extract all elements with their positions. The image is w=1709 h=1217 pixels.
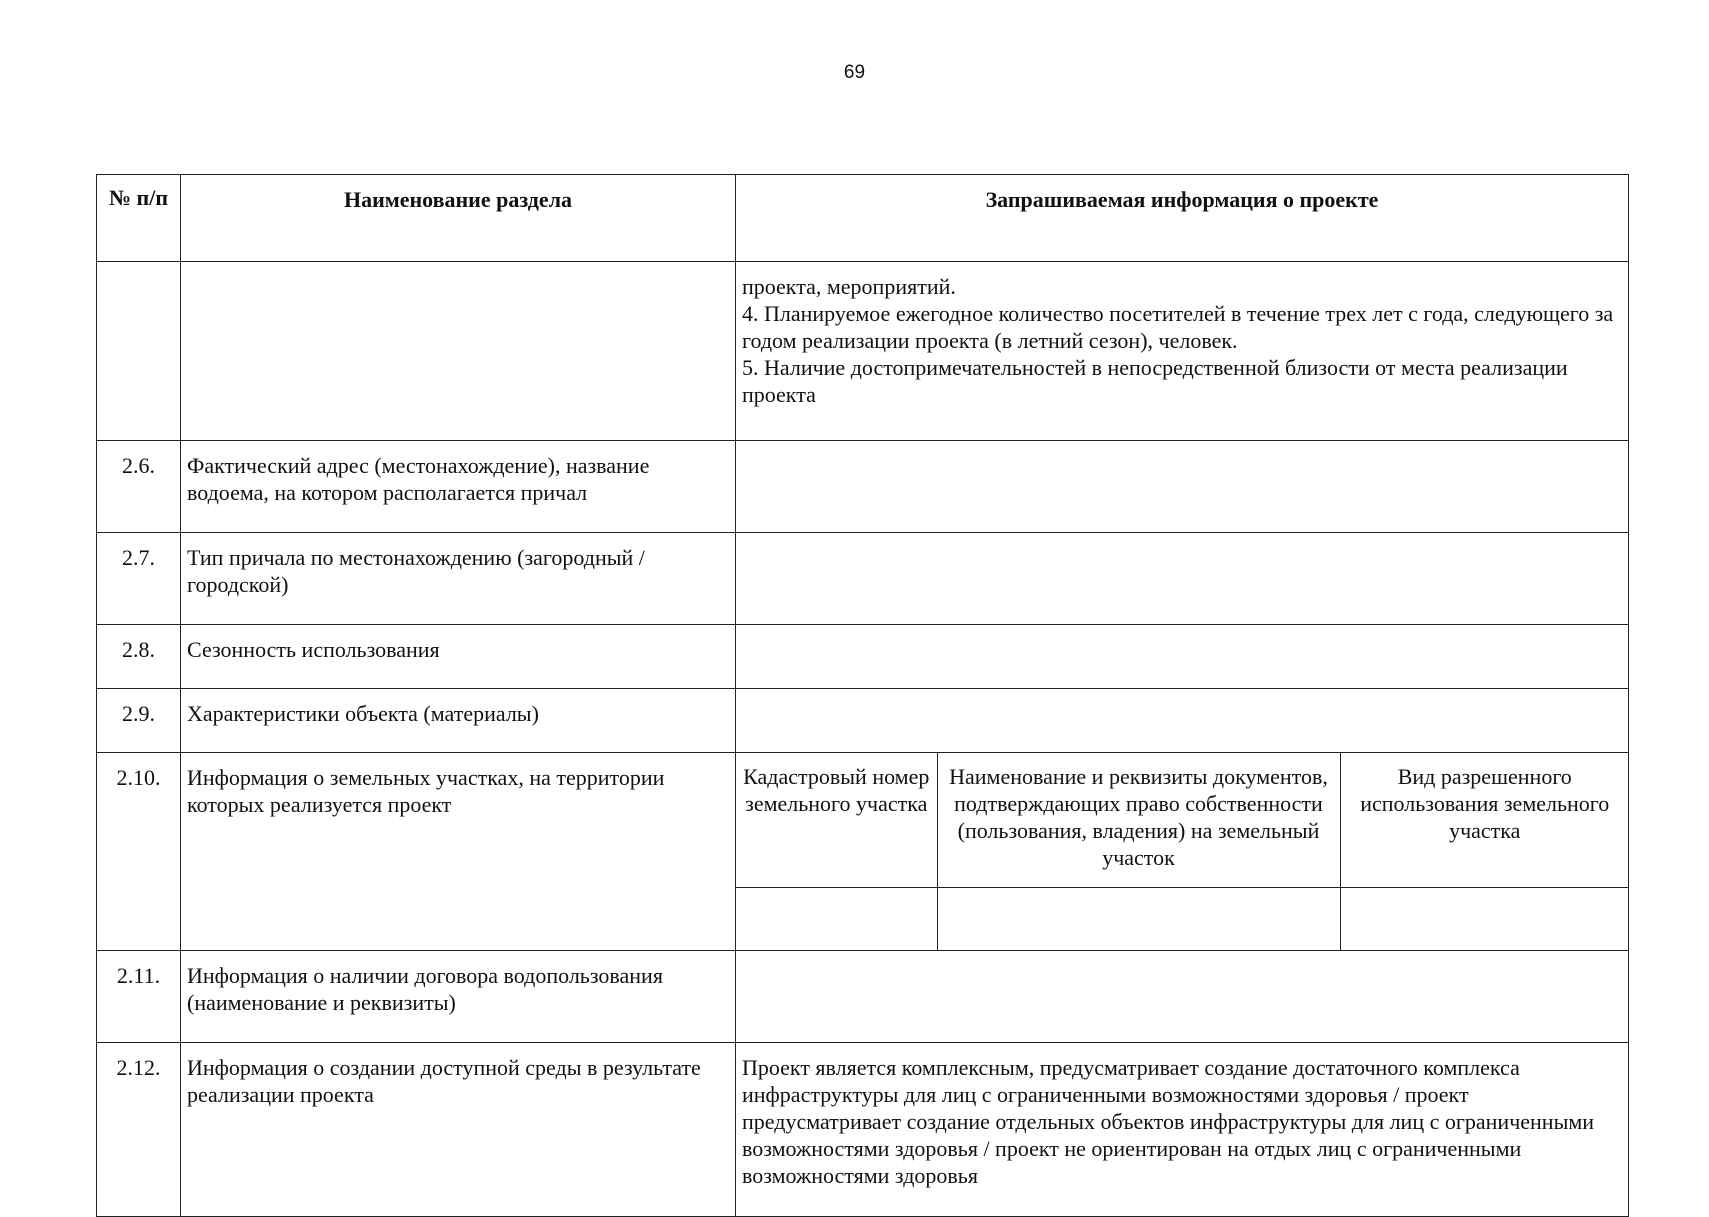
- cell-info: [736, 533, 1629, 625]
- table-row: [97, 1043, 1629, 1217]
- continuation-line: 5. Наличие достопримечательностей в непосредственной близости от места реализации проекта: [742, 355, 1568, 407]
- cell-number: 2.10.: [97, 753, 181, 951]
- cell-number: 2.8.: [97, 625, 181, 689]
- subheader-ownership-documents: Наименование и реквизиты документов, подтверждающих право собственности (пользования, владения) на земельный участок: [937, 753, 1340, 888]
- cell-number: 2.7.: [97, 533, 181, 625]
- cell-section: Фактический адрес (местонахождение), название водоема, на котором располагается причал: [181, 441, 736, 533]
- header-requested-info: Запрашиваемая информация о проекте: [736, 175, 1629, 262]
- land-empty-row: [736, 888, 1629, 951]
- cell-section: Тип причала по местонахождению (загородный / городской): [181, 533, 736, 625]
- subheader-cadastral-number: Кадастровый номер земельного участка: [736, 753, 937, 888]
- cell-number: 2.11.: [97, 951, 181, 1043]
- table-row: [97, 689, 1629, 753]
- land-plots-subtable: [736, 753, 1629, 950]
- cell-info: [736, 951, 1629, 1043]
- cell-info: [736, 625, 1629, 689]
- cell-ownership-documents: [937, 888, 1340, 951]
- cell-info: [736, 689, 1629, 753]
- cell-section: Сезонность использования: [181, 625, 736, 689]
- cell-info: [736, 262, 1629, 441]
- cell-cadastral-number: [736, 888, 937, 951]
- header-section-name: Наименование раздела: [181, 175, 736, 262]
- cell-number: 2.9.: [97, 689, 181, 753]
- cell-section: [181, 262, 736, 441]
- table-row: [97, 441, 1629, 533]
- table-header-row: [97, 175, 1629, 262]
- cell-land-info: [736, 753, 1629, 951]
- cell-number: [97, 262, 181, 441]
- page-number: 69: [843, 62, 866, 83]
- cell-section: Информация о создании доступной среды в результате реализации проекта: [181, 1043, 736, 1217]
- table-row: [97, 951, 1629, 1043]
- cell-section: Информация о наличии договора водопользования (наименование и реквизиты): [181, 951, 736, 1043]
- continuation-line: проекта, мероприятий.: [742, 274, 956, 299]
- table-row-continuation: [97, 262, 1629, 441]
- table-row-land-plots: [97, 753, 1629, 951]
- table-row: [97, 533, 1629, 625]
- cell-info: [736, 441, 1629, 533]
- subheader-permitted-use: Вид разрешенного использования земельного участка: [1340, 753, 1629, 888]
- header-number: № п/п: [97, 175, 181, 262]
- project-info-table: [96, 174, 1629, 1217]
- cell-number: 2.12.: [97, 1043, 181, 1217]
- table-row: [97, 625, 1629, 689]
- cell-section: Характеристики объекта (материалы): [181, 689, 736, 753]
- cell-section: Информация о земельных участках, на территории которых реализуется проект: [181, 753, 736, 951]
- cell-number: 2.6.: [97, 441, 181, 533]
- cell-info: Проект является комплексным, предусматривает создание достаточного комплекса инфраструктуры для лиц с ограниченными возможностями здоровья / проект предусматривает создание отдельных объектов инфраструктуры для лиц с ограниченными возможностями здоровья / проект не ориентирован на отдых лиц с ограниченными возможностями здоровья: [736, 1043, 1629, 1217]
- cell-permitted-use: [1340, 888, 1629, 951]
- land-subheader-row: [736, 753, 1629, 888]
- continuation-line: 4. Планируемое ежегодное количество посетителей в течение трех лет с года, следующего за годом реализации проекта (в летний сезон), человек.: [742, 301, 1614, 353]
